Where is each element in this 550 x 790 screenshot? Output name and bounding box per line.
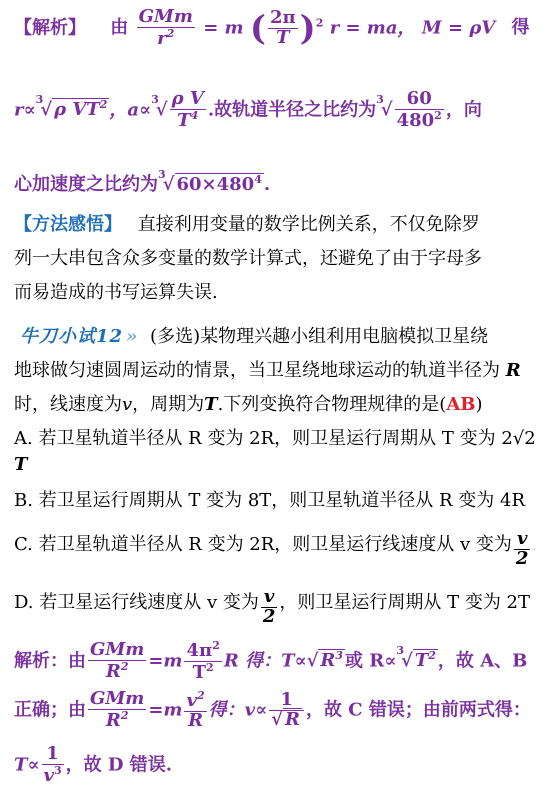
solution-line-2: r∝$^3$√ ρ $VT^2$ ，a∝$^3$√ $\frac{\text{ρ V}}{T^4}$ .故轨道半径之比约为$^3$√ $\frac{60}{480^2}$ ，向 bbox=[14, 88, 482, 131]
solution2-line-1: 解析：由 $\frac{\text{GMm}}{R^2}$ =m $\frac{4\pi^2}{T^2}$ R 得：T∝√ $R^3$ 或 R∝$^3$√ $T^2$ ，故 A、B bbox=[14, 639, 528, 683]
solution-line-3: 心加速度之比约为$^3$√ $60\times 480^4$ . bbox=[14, 168, 271, 195]
method-line-2: 列一大串包含众多变量的数学计算式，还避免了由于字母多 bbox=[14, 248, 482, 269]
question-line-3: 时，线速度为v，周期为T.下列变换符合物理规律的是(AB) bbox=[14, 394, 483, 415]
question-line-2: 地球做匀速圆周运动的情景，当卫星绕地球运动的轨道半径为 R bbox=[14, 360, 521, 381]
answer-badge: AB bbox=[446, 394, 476, 415]
method-line-1: 【方法感悟】 直接利用变量的数学比例关系，不仅免除罗 bbox=[14, 214, 480, 235]
option-d: D. 若卫星运行线速度从 v 变为 $\frac{v}{2}$ ，则卫星运行周期从 T 变为 2T bbox=[14, 586, 531, 627]
option-b: B. 若卫星运行周期从 T 变为 8T，则卫星轨道半径从 R 变为 4R bbox=[14, 490, 526, 511]
option-c: C. 若卫星轨道半径从 R 变为 2R，则卫星运行线速度从 v 变为 $\frac{v}{2}$ bbox=[14, 528, 529, 569]
option-a: A. 若卫星轨道半径从 R 变为 2R，则卫星运行周期从 T 变为 2√2 bbox=[14, 428, 536, 449]
exercise-heading: 牛刀小试12 » bbox=[20, 326, 139, 347]
fraction: $\frac{\text{GMm}}{r^2}$ bbox=[138, 6, 193, 49]
method-label: 【方法感悟】 bbox=[14, 214, 122, 235]
solution2-line-3: T∝ $\frac{1}{v^3}$ ，故 D 错误. bbox=[14, 743, 173, 786]
method-line-3: 而易造成的书写运算失误. bbox=[14, 282, 218, 303]
solution-line-1: 【解析】 由 $\frac{\text{GMm}}{r^2}$ = m ( $\frac{2\pi}{T}$ )$^2$ r = ma， M = ρV 得 bbox=[14, 6, 530, 49]
solution2-line-2: 正确；由 $\frac{\text{GMm}}{R^2}$ =m $\frac{v^2}{R}$ 得：v∝ $\frac{1}{√ R}$ ，故 C 错误；由前两式得： bbox=[14, 688, 531, 731]
chevron-icon: » bbox=[126, 326, 139, 347]
question-line-1: 牛刀小试12 » (多选)某物理兴趣小组利用电脑模拟卫星绕 bbox=[14, 322, 488, 348]
option-a-tail: T bbox=[14, 454, 28, 475]
solution-label: 【解析】 bbox=[14, 17, 86, 39]
